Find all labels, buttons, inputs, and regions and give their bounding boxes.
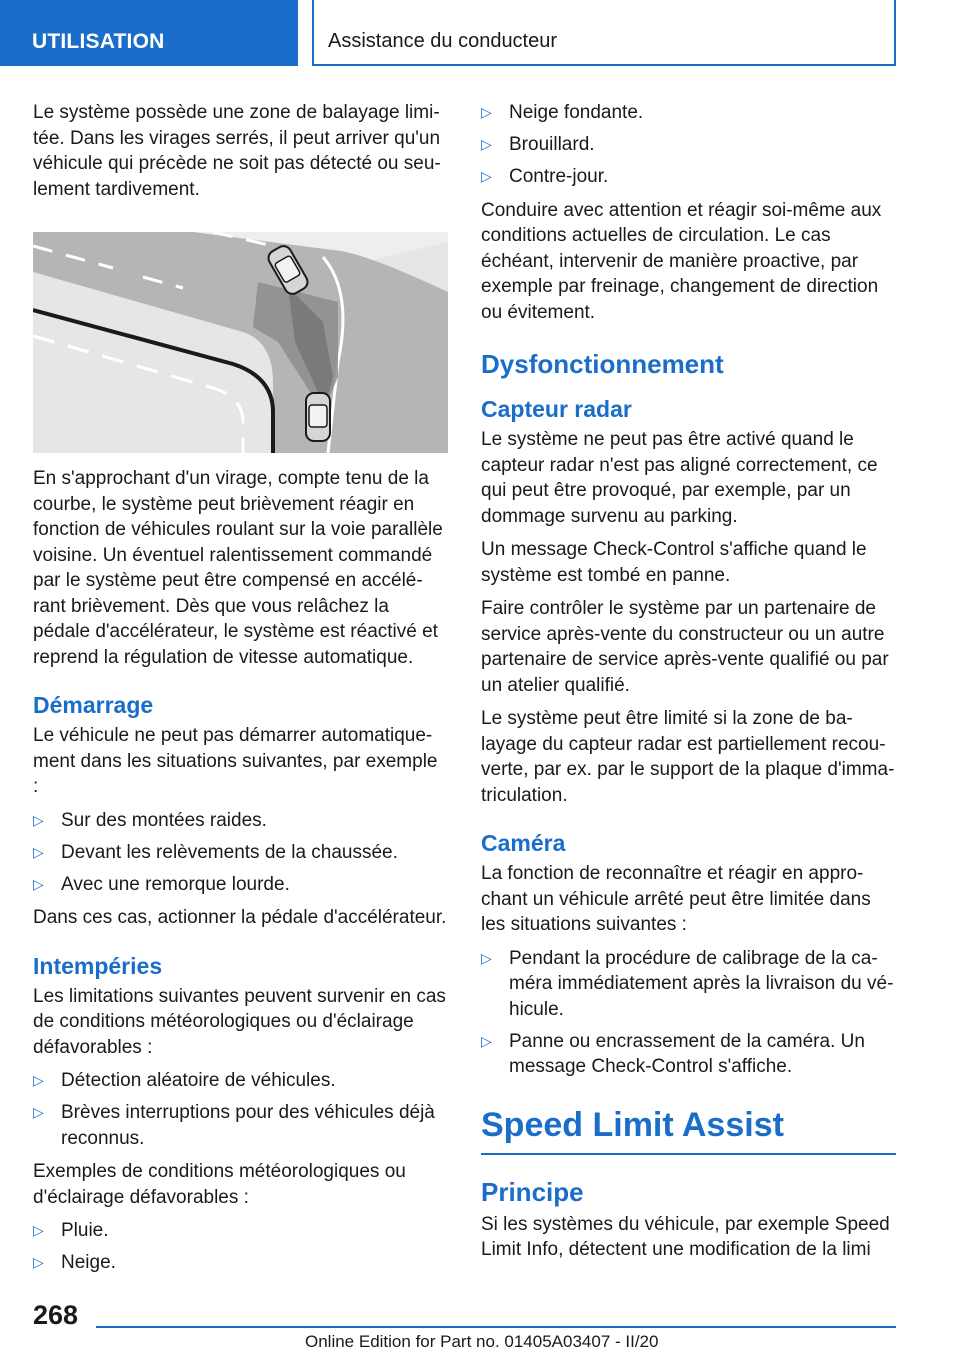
triangle-bullet-icon: ▷	[33, 1254, 44, 1270]
triangle-bullet-icon: ▷	[481, 168, 492, 184]
triangle-bullet-icon: ▷	[481, 949, 492, 966]
paragraph: Exemples de conditions météorologiques ou d'éclairage défavorables :	[33, 1161, 406, 1208]
list	[481, 100, 896, 190]
list-item: ▷ Avec une remorque lourde.	[33, 872, 448, 898]
triangle-bullet-icon: ▷	[33, 1072, 44, 1088]
list-item: ▷ Neige.	[33, 1250, 448, 1276]
list-item: ▷ Brouillard.	[481, 132, 896, 158]
list-item: ▷ Devant les relèvements de la chaussée.	[33, 840, 448, 866]
paragraph: Si les systèmes du véhicule, par exemple Speed Limit Info, détectent une modification de la limi	[481, 1213, 890, 1260]
triangle-bullet-icon: ▷	[33, 811, 44, 828]
list-item: ▷ Brèves interruptions pour des véhicules déjà reconnus.	[33, 1102, 435, 1149]
list-item: ▷ Sur des montées raides.	[33, 808, 448, 834]
triangle-bullet-icon: ▷	[33, 1104, 44, 1120]
subheading-principe: Principe	[481, 1176, 584, 1207]
paragraph: Le système peut être limité si la zone de balayage du capteur radar est partiellement recouverte, par ex. par le support de la plaque d'immatriculation.	[481, 708, 895, 806]
curve-radar-illustration	[33, 232, 448, 453]
list-item: ▷ Détection aléatoire de véhicules.	[33, 1068, 448, 1094]
paragraph: Les limitations suivantes peuvent survenir en cas de conditions météorologiques ou d'éclairage défavorables :	[33, 985, 446, 1058]
list	[33, 1068, 448, 1151]
paragraph: Le véhicule ne peut pas démarrer automatiquement dans les situations suivantes, par exemple :	[33, 725, 438, 797]
list-item: ▷ Contre-jour.	[481, 164, 896, 190]
paragraph: Faire contrôler le système par un partenaire de service après-vente du constructeur ou un autre partenaire de service après-vente qualifié ou par un atelier qualifié.	[481, 598, 889, 696]
paragraph: Le système possède une zone de balayage limitée. Dans les virages serrés, il peut arriver qu'un véhicule qui précède ne soit pas détecté ou seulement tardivement.	[33, 102, 441, 200]
triangle-bullet-icon: ▷	[481, 1032, 492, 1049]
section-heading-dysfonctionnement: Dysfonctionnement	[481, 349, 724, 379]
road-curve-image	[33, 232, 448, 453]
subheading-intemperies: Intempéries	[33, 952, 163, 979]
triangle-bullet-icon: ▷	[33, 875, 44, 892]
list	[33, 1218, 448, 1276]
triangle-bullet-icon: ▷	[33, 1222, 44, 1238]
paragraph: La fonction de reconnaître et réagir en approchant un véhicule arrêté peut être limitée dans les situations suivantes :	[481, 863, 871, 935]
subheading-demarrage: Démarrage	[33, 692, 154, 718]
paragraph: Dans ces cas, actionner la pédale d'accélérateur.	[33, 907, 447, 928]
subheading-capteur-radar: Capteur radar	[481, 396, 632, 422]
edition-note: Online Edition for Part no. 01405A03407 - II/20	[305, 1332, 659, 1351]
list-item: ▷ Pendant la procédure de calibrage de la caméra immédiatement après la livraison du véhicule.	[481, 947, 894, 1020]
list-item: ▷ Pluie.	[33, 1218, 448, 1244]
paragraph: Conduire avec attention et réagir soi-même aux conditions actuelles de circulation. Le cas échéant, intervenir de manière proactive, par exemple par freinage, changement de direction ou évitement.	[481, 199, 882, 323]
list-item: ▷ Neige fondante.	[481, 100, 896, 126]
list	[33, 808, 448, 898]
paragraph: En s'approchant d'un virage, compte tenu de la courbe, le système peut brièvement réagir en fonction de véhicules roulant sur la voie parallèle voisine. Un éventuel ralentissement commandé par le système peut être compensé en accélérant brièvement. Dès que vous relâchez la pédale d'accélérateur, le système est réactivé et reprend la régulation de vitesse automatique.	[33, 468, 443, 668]
paragraph: Le système ne peut pas être activé quand le capteur radar n'est pas aligné correctement, ce qui peut être provoqué, par exemple, par un dommage survenu au parking.	[481, 429, 878, 527]
left-column	[33, 100, 448, 1284]
triangle-bullet-icon: ▷	[481, 136, 492, 152]
list	[481, 946, 896, 1080]
list-item: ▷ Panne ou encrassement de la caméra. Un message Check-Control s'affiche.	[481, 1030, 865, 1077]
section-tab: UTILISATION	[0, 0, 298, 66]
chapter-title: Assistance du conducteur	[312, 0, 896, 66]
page-number: 268	[33, 1300, 79, 1330]
right-column	[481, 100, 896, 1271]
triangle-bullet-icon: ▷	[33, 843, 44, 860]
triangle-bullet-icon: ▷	[481, 104, 492, 120]
footer-divider	[96, 1326, 896, 1328]
page-header	[0, 0, 960, 66]
paragraph: Un message Check-Control s'affiche quand le système est tombé en panne.	[481, 539, 867, 586]
chapter-heading-speed-limit-assist: Speed Limit Assist	[481, 1106, 896, 1155]
subheading-camera: Caméra	[481, 830, 566, 856]
